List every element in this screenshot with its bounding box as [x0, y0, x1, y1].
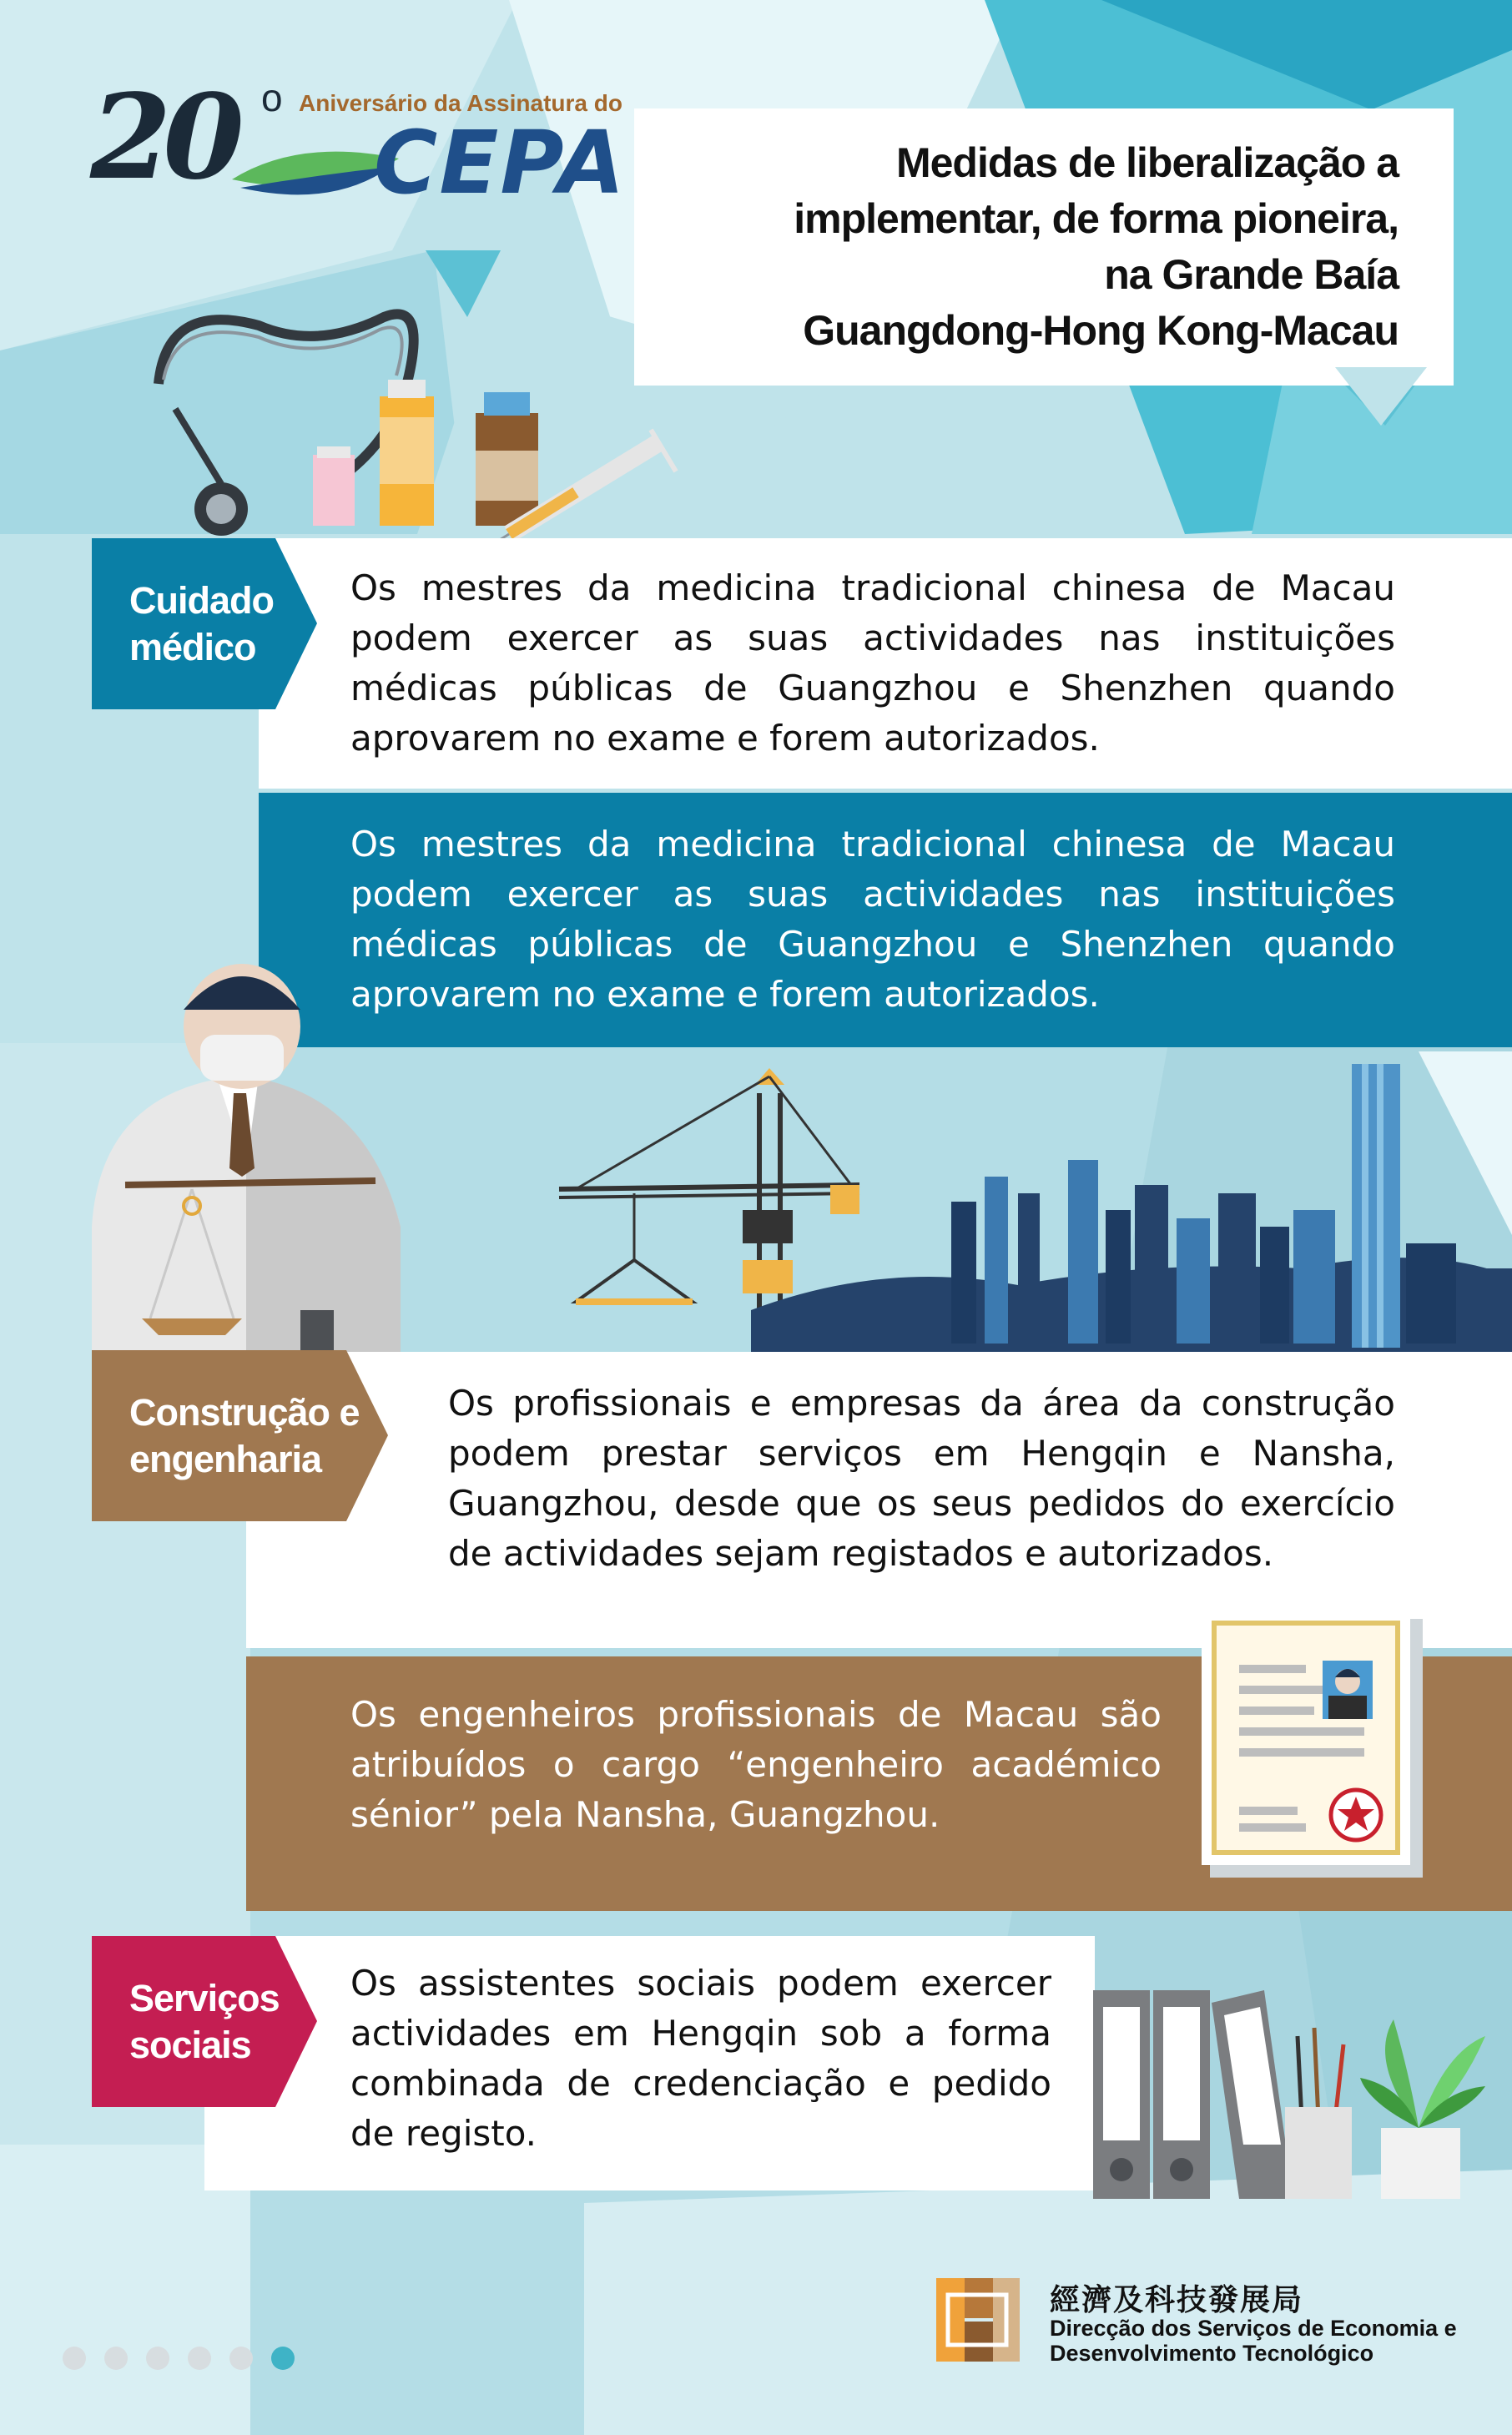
medical-label — [129, 577, 274, 671]
title-line: Medidas de liberalização a — [895, 139, 1399, 186]
logo-degree: o — [261, 76, 283, 119]
doctor-body-icon — [92, 1076, 401, 1352]
title-line: na Grande Baía — [1104, 251, 1399, 298]
footer-org-name — [1050, 2316, 1457, 2366]
title-line: implementar, de forma pioneira, — [794, 195, 1399, 242]
medical-label-line: Cuidado — [129, 579, 274, 622]
certificate-illustration — [1202, 1611, 1423, 1878]
construction-label-line: Construção e — [129, 1391, 360, 1434]
logo-subtitle: Aniversário da Assinatura do — [299, 90, 622, 116]
construction-label-line: engenharia — [129, 1438, 322, 1480]
cepa-anniversary-logo — [90, 69, 627, 214]
pagination-dot-active[interactable] — [271, 2347, 295, 2370]
pink-bottle-icon — [313, 446, 355, 526]
medical-text-2: Os mestres da medicina tradicional chinesa de Macau podem exercer as suas actividades nas instituições médicas públicas de Guangzhou e Shenzhen quando aprovarem no exame e forem autorizados. — [350, 824, 1395, 1015]
footer-org-line: Direcção dos Serviços de Economia e — [1050, 2316, 1457, 2341]
pagination-dot[interactable] — [63, 2347, 86, 2370]
title-corner-triangle — [1335, 367, 1427, 442]
plant-icon — [1360, 2019, 1485, 2199]
binder-icon — [1212, 1990, 1293, 2199]
construction-text-1: Os profissionais e empresas da área da construção podem prestar serviços em Hengqin e Nansha, Guangzhou, desde que os seus pedidos do exercício de actividades sejam registados e autorizados. — [448, 1383, 1395, 1574]
binder-icon — [1093, 1990, 1150, 2199]
social-label-line: Serviços — [129, 1977, 280, 2019]
social-label-line: sociais — [129, 2024, 251, 2066]
medical-equipment-illustration — [142, 284, 684, 551]
social-label — [129, 1975, 280, 2069]
portrait-icon — [1323, 1661, 1373, 1719]
pencil-cup-icon — [1285, 2028, 1352, 2199]
construction-label — [129, 1389, 360, 1483]
logo-brand: CEPA — [374, 112, 627, 214]
social-text-1: Os assistentes sociais podem exercer actividades em Hengqin sob a forma combinada de credenciação e pedido de registo. — [350, 1963, 1051, 2154]
doctor-illustration — [92, 968, 409, 1352]
brown-bottle-icon — [476, 392, 538, 526]
binder-icon — [1153, 1990, 1210, 2199]
footer-org-chinese: 經濟及科技發展局 — [1050, 2283, 1304, 2317]
pagination-dot[interactable] — [146, 2347, 169, 2370]
medical-label-line: médico — [129, 626, 256, 668]
dset-logo-icon — [936, 2278, 1020, 2362]
footer-org-line: Desenvolvimento Tecnológico — [1050, 2341, 1374, 2366]
stethoscope-icon — [159, 314, 414, 536]
seal-star-icon — [1331, 1790, 1381, 1840]
pagination-dots — [63, 2347, 295, 2370]
pagination-dot[interactable] — [188, 2347, 211, 2370]
skyline-buildings-icon — [751, 1064, 1512, 1360]
medical-text-1: Os mestres da medicina tradicional chinesa de Macau podem exercer as suas actividades nas instituições médicas públicas de Guangzhou e Shenzhen quando aprovarem no exame e forem autorizados. — [350, 567, 1395, 759]
bg-shape — [584, 2170, 1512, 2435]
logo-anniversary-number: 20 — [90, 69, 236, 206]
pagination-dot[interactable] — [229, 2347, 253, 2370]
construction-text-2: Os engenheiros profissionais de Macau são atribuídos o cargo “engenheiro académico sénior” pela Nansha, Guangzhou. — [350, 1694, 1162, 1835]
city-skyline-illustration — [551, 1060, 1512, 1360]
page-title — [681, 135, 1399, 359]
title-panel — [634, 108, 1454, 386]
title-line: Guangdong-Hong Kong-Macau — [803, 307, 1399, 354]
doctor-head-icon — [184, 964, 300, 1089]
orange-bottle-icon — [380, 380, 434, 526]
office-binders-illustration — [1093, 1986, 1485, 2203]
pagination-dot[interactable] — [104, 2347, 128, 2370]
